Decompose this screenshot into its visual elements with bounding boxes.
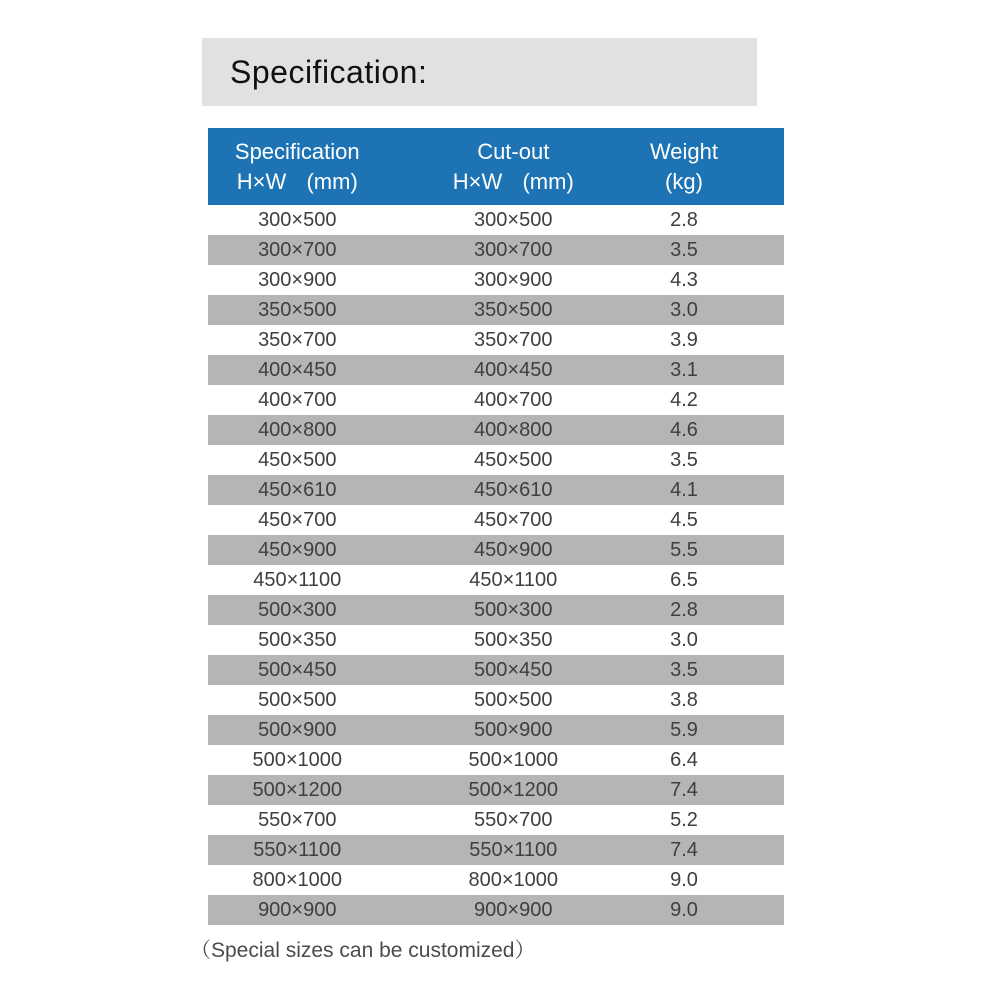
cell-weight: 3.0 [670, 299, 698, 321]
cell-weight: 7.4 [670, 839, 698, 861]
table-body [208, 205, 784, 925]
cell-cutout: 300×900 [474, 269, 553, 291]
cell-weight: 3.1 [670, 359, 698, 381]
cell-weight: 3.5 [670, 449, 698, 471]
header-subtitle: H×W (mm) [452, 168, 574, 194]
cell-cutout: 550×1100 [469, 839, 558, 861]
cell-specification: 450×1100 [253, 569, 342, 591]
table-row [208, 205, 784, 235]
cell-specification: 550×700 [258, 809, 337, 831]
table-row [208, 355, 784, 385]
table-row [208, 235, 784, 265]
cell-weight: 2.8 [670, 599, 698, 621]
header-title: Weight [649, 138, 719, 164]
footer-note: （Special sizes can be customized） [190, 939, 536, 962]
table-row [208, 325, 784, 355]
cell-weight: 4.6 [670, 419, 698, 441]
cell-cutout: 500×350 [474, 629, 553, 651]
cell-weight: 2.8 [670, 209, 698, 231]
cell-specification: 300×900 [258, 269, 337, 291]
header-cell-cutout [387, 137, 640, 197]
cell-cutout: 400×800 [474, 419, 553, 441]
cell-cutout: 450×1100 [469, 569, 558, 591]
cell-specification: 350×500 [258, 299, 337, 321]
cell-cutout: 900×900 [474, 899, 553, 921]
table-row [208, 535, 784, 565]
cell-weight: 4.1 [670, 479, 698, 501]
header-cell-weight [640, 137, 784, 197]
table-row [208, 295, 784, 325]
cell-specification: 900×900 [258, 899, 337, 921]
page-title: Specification: [230, 53, 428, 90]
cell-specification: 450×610 [258, 479, 337, 501]
cell-cutout: 500×1200 [468, 779, 559, 801]
cell-specification: 500×450 [258, 659, 337, 681]
cell-specification: 500×900 [258, 719, 337, 741]
header-title: Cut-out [477, 138, 550, 164]
cell-cutout: 500×450 [474, 659, 553, 681]
table-row [208, 655, 784, 685]
cell-weight: 3.5 [670, 659, 698, 681]
cell-specification: 350×700 [258, 329, 337, 351]
cell-weight: 4.2 [670, 389, 698, 411]
table-row [208, 415, 784, 445]
table-row [208, 805, 784, 835]
cell-cutout: 450×700 [474, 509, 553, 531]
cell-weight: 4.3 [670, 269, 698, 291]
header-title: Specification [234, 138, 360, 164]
cell-cutout: 400×700 [474, 389, 553, 411]
cell-weight: 6.4 [670, 749, 698, 771]
cell-weight: 9.0 [670, 869, 698, 891]
cell-specification: 400×700 [258, 389, 337, 411]
cell-cutout: 400×450 [474, 359, 553, 381]
cell-specification: 500×1200 [252, 779, 343, 801]
header-subtitle: H×W (mm) [236, 168, 358, 194]
table-row [208, 385, 784, 415]
cell-specification: 500×1000 [252, 749, 343, 771]
cell-cutout: 450×610 [474, 479, 553, 501]
cell-specification: 800×1000 [252, 869, 343, 891]
cell-specification: 500×500 [258, 689, 337, 711]
cell-specification: 400×450 [258, 359, 337, 381]
table-row [208, 595, 784, 625]
cell-weight: 3.8 [670, 689, 698, 711]
cell-weight: 3.5 [670, 239, 698, 261]
cell-specification: 450×900 [258, 539, 337, 561]
table-row [208, 475, 784, 505]
table-row [208, 685, 784, 715]
cell-weight: 5.5 [670, 539, 698, 561]
table-row [208, 565, 784, 595]
cell-weight: 9.0 [670, 899, 698, 921]
table-row [208, 745, 784, 775]
cell-specification: 450×700 [258, 509, 337, 531]
cell-cutout: 450×900 [474, 539, 553, 561]
cell-weight: 3.9 [670, 329, 698, 351]
cell-specification: 300×500 [258, 209, 337, 231]
cell-cutout: 300×500 [474, 209, 553, 231]
cell-cutout: 350×500 [474, 299, 553, 321]
cell-cutout: 450×500 [474, 449, 553, 471]
cell-cutout: 500×1000 [468, 749, 559, 771]
title-banner [202, 38, 757, 106]
cell-specification: 500×350 [258, 629, 337, 651]
cell-specification: 300×700 [258, 239, 337, 261]
cell-specification: 450×500 [258, 449, 337, 471]
cell-weight: 6.5 [670, 569, 698, 591]
cell-specification: 550×1100 [253, 839, 342, 861]
cell-weight: 5.9 [670, 719, 698, 741]
header-cell-specification [208, 137, 387, 197]
table-row [208, 445, 784, 475]
cell-specification: 400×800 [258, 419, 337, 441]
table-row [208, 865, 784, 895]
header-subtitle: (kg) [665, 168, 703, 194]
table-row [208, 715, 784, 745]
cell-weight: 5.2 [670, 809, 698, 831]
cell-weight: 3.0 [670, 629, 698, 651]
table-row [208, 835, 784, 865]
cell-cutout: 500×900 [474, 719, 553, 741]
table-row [208, 505, 784, 535]
cell-cutout: 500×500 [474, 689, 553, 711]
cell-cutout: 550×700 [474, 809, 553, 831]
cell-specification: 500×300 [258, 599, 337, 621]
table-row [208, 265, 784, 295]
cell-cutout: 500×300 [474, 599, 553, 621]
table-row [208, 625, 784, 655]
cell-cutout: 350×700 [474, 329, 553, 351]
table-header [208, 128, 784, 205]
cell-weight: 7.4 [670, 779, 698, 801]
cell-cutout: 800×1000 [468, 869, 559, 891]
table-row [208, 775, 784, 805]
spec-table [208, 128, 784, 925]
cell-weight: 4.5 [670, 509, 698, 531]
table-row [208, 895, 784, 925]
cell-cutout: 300×700 [474, 239, 553, 261]
